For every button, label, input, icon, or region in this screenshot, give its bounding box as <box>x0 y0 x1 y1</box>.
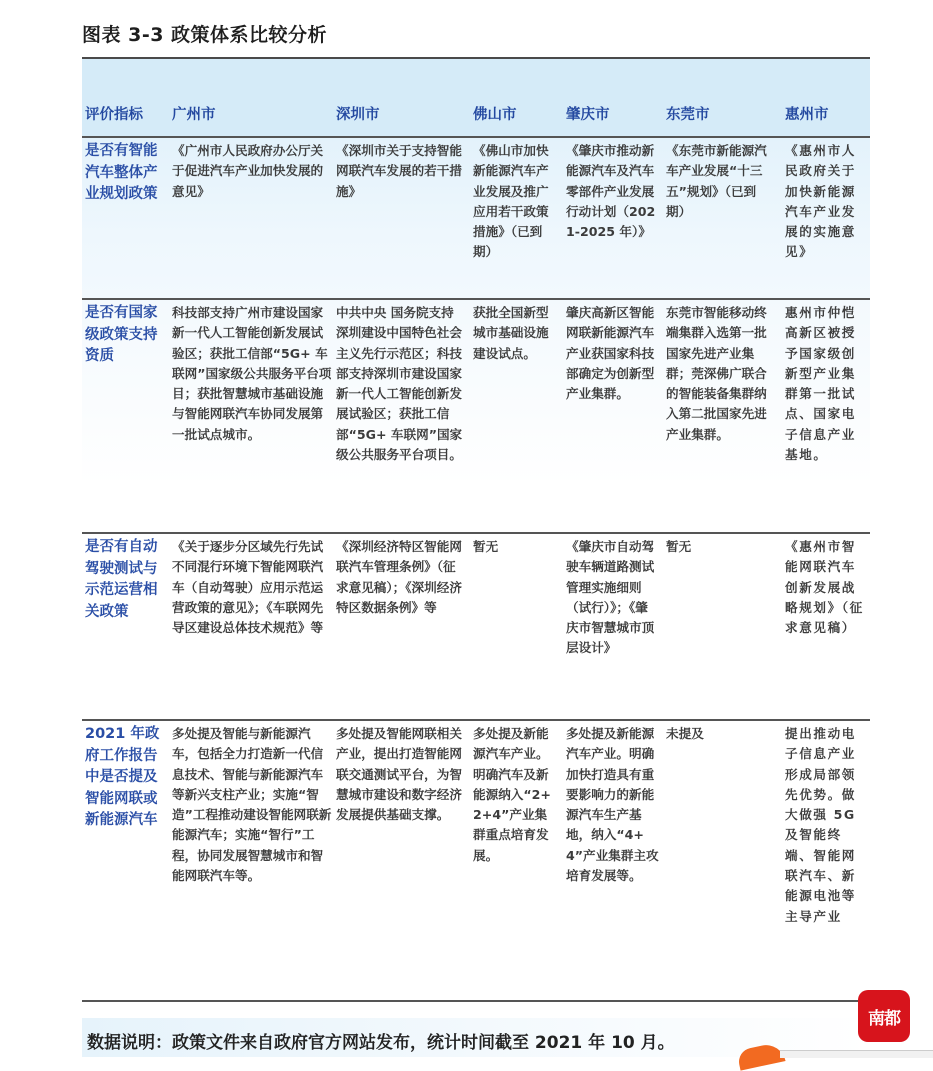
cell-huizhou: 《惠州市智能网联汽车创新发展战略规划》（征求意见稿） <box>785 539 864 636</box>
cell-dongguan: 未提及 <box>666 726 704 741</box>
row-label: 是否有智能汽车整体产业规划政策 <box>85 143 158 202</box>
header-shenzhen: 深圳市 <box>336 107 380 123</box>
header-huizhou: 惠州市 <box>785 107 829 123</box>
cell-huizhou: 惠州市仲恺高新区被授予国家级创新型产业集群第一批试点、国家电子信息产业基地。 <box>785 305 856 463</box>
table-bottom-rule <box>82 1000 870 1002</box>
cell-huizhou: 《惠州市人民政府关于加快新能源汽车产业发展的实施意见》 <box>785 143 856 260</box>
cell-shenzhen: 《深圳经济特区智能网联汽车管理条例》（征求意见稿）；《深圳经济特区数据条例》等 <box>336 539 462 615</box>
header-guangzhou: 广州市 <box>172 107 216 123</box>
header-dongguan: 东莞市 <box>666 107 710 123</box>
cell-dongguan: 东莞市智能移动终端集群入选第一批国家先进产业集群；莞深佛广联合的智能装备集群纳入第二批国家先进产业集群。 <box>666 305 767 442</box>
cell-zhaoqing: 肇庆高新区智能网联新能源汽车产业获国家科技部确定为创新型产业集群。 <box>566 305 655 402</box>
cell-shenzhen: 多处提及智能网联相关产业，提出打造智能网联交通测试平台，为智慧城市建设和数字经济发展提供基础支撑。 <box>336 726 462 823</box>
cell-guangzhou: 多处提及智能与新能源汽车，包括全力打造新一代信息技术、智能与新能源汽车等新兴支柱产业；实施“智造”工程推动建设智能网联新能源汽车；实施“智行”工程，协同发展智慧城市和智能网联汽车等。 <box>172 726 332 884</box>
table-row <box>82 298 870 532</box>
cell-guangzhou: 科技部支持广州市建设国家新一代人工智能创新发展试验区；获批工信部“5G+ 车联网”国家级公共服务平台项目；获批智慧城市基础设施与智能网联汽车协同发展第一批试点城市。 <box>172 305 332 442</box>
cell-shenzhen: 中共中央 国务院支持深圳建设中国特色社会主义先行示范区；科技部支持深圳市建设国家新一代人工智能创新发展试验区；获批工信部“5G+ 车联网”国家级公共服务平台项目。 <box>336 305 463 463</box>
policy-comparison-table <box>82 57 870 986</box>
table-row <box>82 136 870 298</box>
nandu-logo-icon[interactable] <box>858 990 910 1042</box>
row-label: 是否有国家级政策支持资质 <box>85 305 158 364</box>
cell-huizhou: 提出推动电子信息产业形成局部领先优势。做大做强 5G 及智能终端、智能网联汽车、新能源电池等主导产业 <box>785 726 856 924</box>
data-note: 数据说明：政策文件来自政府官方网站发布，统计时间截至 2021 年 10 月。 <box>87 1033 675 1053</box>
cell-dongguan: 《东莞市新能源汽车产业发展“十三五”规划》（已到期） <box>666 143 767 219</box>
table-header <box>82 57 870 136</box>
table-row <box>82 719 870 986</box>
figure-title: 图表 3-3 政策体系比较分析 <box>82 24 328 46</box>
row-label: 2021 年政府工作报告中是否提及智能网联或新能源汽车 <box>85 726 160 828</box>
cell-zhaoqing: 多处提及新能源汽车产业。明确加快打造具有重要影响力的新能源汽车生产基地，纳入“4+4”产业集群主攻培育发展等。 <box>566 726 659 884</box>
cell-foshan: 获批全国新型城市基础设施建设试点。 <box>473 305 549 361</box>
logo-text: 南都 <box>868 1008 900 1029</box>
cell-shenzhen: 《深圳市关于支持智能网联汽车发展的若干措施》 <box>336 143 462 199</box>
header-foshan: 佛山市 <box>473 107 517 123</box>
cell-foshan: 多处提及新能源汽车产业。明确汽车及新能源纳入“2+2+4”产业集群重点培育发展。 <box>473 726 551 863</box>
cell-foshan: 暂无 <box>473 539 499 554</box>
row-label: 是否有自动驾驶测试与示范运营相关政策 <box>85 539 158 620</box>
cell-zhaoqing: 《肇庆市自动驾驶车辆道路测试管理实施细则（试行）》；《肇庆市智慧城市顶层设计》 <box>566 539 655 656</box>
cell-guangzhou: 《关于逐步分区域先行先试不同混行环境下智能网联汽车（自动驾驶）应用示范运营政策的意见》；《车联网先导区建设总体技术规范》等 <box>172 539 324 636</box>
cell-guangzhou: 《广州市人民政府办公厅关于促进汽车产业加快发展的意见》 <box>172 143 324 199</box>
table-row <box>82 532 870 719</box>
cell-zhaoqing: 《肇庆市推动新能源汽车及汽车零部件产业发展行动计划（2021-2025 年）》 <box>566 143 656 240</box>
cell-dongguan: 暂无 <box>666 539 692 554</box>
header-zhaoqing: 肇庆市 <box>566 107 610 123</box>
cell-foshan: 《佛山市加快新能源汽车产业发展及推广应用若干政策措施》（已到期） <box>473 143 549 260</box>
header-indicator: 评价指标 <box>85 107 143 123</box>
